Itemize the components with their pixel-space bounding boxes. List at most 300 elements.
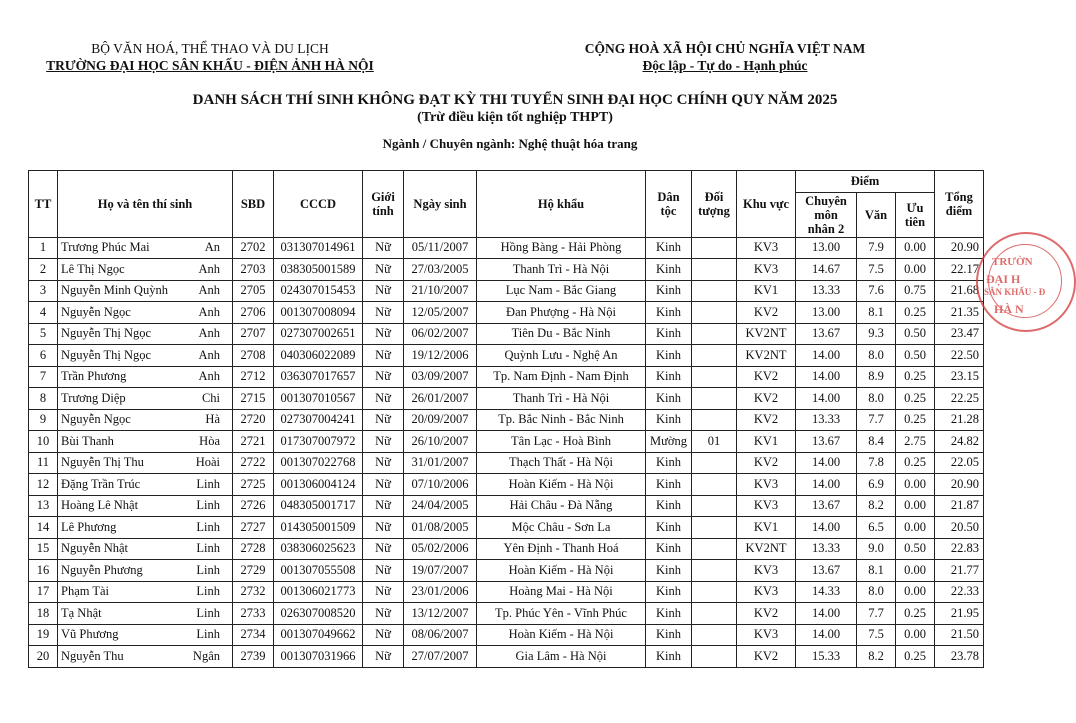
- cell-sbd: 2733: [233, 603, 274, 625]
- cell-priority-group: [692, 323, 737, 345]
- cell-priority-group: [692, 495, 737, 517]
- cell-total: 22.17: [935, 259, 984, 281]
- cell-name: [58, 259, 233, 281]
- cell-name: [58, 452, 233, 474]
- cell-name: [58, 474, 233, 496]
- cell-major-score: 14.00: [796, 517, 857, 539]
- table-row: [29, 259, 984, 281]
- cell-hometown: Thanh Trì - Hà Nội: [477, 259, 646, 281]
- cell-tt: 1: [29, 237, 58, 259]
- candidate-first-name: Ngân: [192, 648, 220, 663]
- cell-ethnic: Kinh: [646, 474, 692, 496]
- cell-ethnic: Kinh: [646, 259, 692, 281]
- cell-sbd: 2712: [233, 366, 274, 388]
- cell-gender: Nữ: [363, 603, 404, 625]
- cell-priority-group: [692, 474, 737, 496]
- cell-sbd: 2725: [233, 474, 274, 496]
- cell-name: [58, 366, 233, 388]
- cell-name: [58, 603, 233, 625]
- table-row: [29, 560, 984, 582]
- cell-bonus: 0.00: [896, 517, 935, 539]
- cell-total: 21.35: [935, 302, 984, 324]
- title-main: DANH SÁCH THÍ SINH KHÔNG ĐẠT KỲ THI TUYỂN SINH ĐẠI HỌC CHÍNH QUY NĂM 2025: [192, 92, 838, 108]
- cell-sbd: 2706: [233, 302, 274, 324]
- table-row: [29, 517, 984, 539]
- candidate-first-name: Linh: [196, 627, 220, 642]
- cell-gender: Nữ: [363, 581, 404, 603]
- candidate-last-middle-name: Lê Thị Ngọc: [61, 261, 125, 276]
- cell-cccd: 001307049662: [274, 624, 363, 646]
- cell-total: 23.47: [935, 323, 984, 345]
- candidate-last-middle-name: Vũ Phương: [61, 627, 119, 642]
- cell-hometown: Tp. Nam Định - Nam Định: [477, 366, 646, 388]
- cell-total: 22.50: [935, 345, 984, 367]
- candidate-first-name: Hoài: [195, 455, 220, 470]
- cell-lit: 6.5: [857, 517, 896, 539]
- cell-priority-group: [692, 388, 737, 410]
- cell-tt: 14: [29, 517, 58, 539]
- cell-gender: Nữ: [363, 517, 404, 539]
- cell-tt: 17: [29, 581, 58, 603]
- cell-priority-group: [692, 517, 737, 539]
- cell-priority-group: [692, 237, 737, 259]
- cell-region: KV2: [737, 302, 796, 324]
- col-name: Họ và tên thí sinh: [58, 171, 233, 238]
- candidate-last-middle-name: Đặng Trần Trúc: [61, 476, 141, 491]
- cell-hometown: Hoàn Kiếm - Hà Nội: [477, 474, 646, 496]
- cell-ethnic: Kinh: [646, 560, 692, 582]
- cell-gender: Nữ: [363, 431, 404, 453]
- cell-hometown: Hoàng Mai - Hà Nội: [477, 581, 646, 603]
- cell-gender: Nữ: [363, 388, 404, 410]
- col-lit: Văn: [857, 192, 896, 237]
- cell-name: [58, 388, 233, 410]
- cell-hometown: Tp. Bắc Ninh - Bắc Ninh: [477, 409, 646, 431]
- cell-dob: 27/07/2007: [404, 646, 477, 668]
- cell-total: 22.05: [935, 452, 984, 474]
- seal-text-4: HÀ N: [994, 302, 1024, 316]
- cell-hometown: Tiên Du - Bắc Ninh: [477, 323, 646, 345]
- cell-priority-group: [692, 452, 737, 474]
- seal-text-2: ĐẠI H: [986, 272, 1021, 286]
- cell-name: [58, 345, 233, 367]
- cell-lit: 8.9: [857, 366, 896, 388]
- candidate-table: [28, 170, 984, 668]
- cell-name: [58, 495, 233, 517]
- cell-cccd: 001307010567: [274, 388, 363, 410]
- cell-dob: 24/04/2005: [404, 495, 477, 517]
- cell-tt: 8: [29, 388, 58, 410]
- cell-bonus: 0.25: [896, 366, 935, 388]
- cell-tt: 2: [29, 259, 58, 281]
- candidate-last-middle-name: Nguyễn Phương: [61, 562, 143, 577]
- table-row: [29, 624, 984, 646]
- candidate-first-name: Chi: [201, 390, 220, 405]
- candidate-last-middle-name: Trương Diệp: [61, 390, 126, 405]
- cell-ethnic: Kinh: [646, 624, 692, 646]
- cell-bonus: 0.25: [896, 603, 935, 625]
- cell-major-score: 14.00: [796, 345, 857, 367]
- cell-dob: 19/12/2006: [404, 345, 477, 367]
- cell-sbd: 2729: [233, 560, 274, 582]
- cell-lit: 8.0: [857, 345, 896, 367]
- cell-region: KV3: [737, 474, 796, 496]
- cell-hometown: Hồng Bàng - Hải Phòng: [477, 237, 646, 259]
- cell-dob: 26/10/2007: [404, 431, 477, 453]
- cell-region: KV3: [737, 259, 796, 281]
- cell-bonus: 0.25: [896, 302, 935, 324]
- cell-ethnic: Kinh: [646, 452, 692, 474]
- candidate-last-middle-name: Bùi Thanh: [61, 433, 114, 448]
- cell-bonus: 0.00: [896, 560, 935, 582]
- cell-gender: Nữ: [363, 409, 404, 431]
- cell-total: 22.83: [935, 538, 984, 560]
- cell-name: [58, 581, 233, 603]
- cell-tt: 12: [29, 474, 58, 496]
- candidate-last-middle-name: Nguyễn Thu: [61, 648, 124, 663]
- cell-ethnic: Kinh: [646, 517, 692, 539]
- col-hometown: Hộ khẩu: [477, 171, 646, 238]
- cell-name: [58, 237, 233, 259]
- cell-dob: 12/05/2007: [404, 302, 477, 324]
- cell-region: KV1: [737, 280, 796, 302]
- cell-gender: Nữ: [363, 646, 404, 668]
- cell-region: KV3: [737, 560, 796, 582]
- cell-name: [58, 323, 233, 345]
- cell-hometown: Tp. Phúc Yên - Vĩnh Phúc: [477, 603, 646, 625]
- cell-priority-group: [692, 259, 737, 281]
- cell-lit: 9.3: [857, 323, 896, 345]
- col-ethnic: Dân tộc: [646, 171, 692, 238]
- cell-hometown: Đan Phượng - Hà Nội: [477, 302, 646, 324]
- cell-tt: 15: [29, 538, 58, 560]
- cell-cccd: 027307002651: [274, 323, 363, 345]
- cell-hometown: Mộc Châu - Sơn La: [477, 517, 646, 539]
- cell-region: KV2NT: [737, 538, 796, 560]
- candidate-last-middle-name: Lê Phương: [61, 519, 117, 534]
- cell-sbd: 2721: [233, 431, 274, 453]
- cell-region: KV3: [737, 581, 796, 603]
- candidate-last-middle-name: Trần Phương: [61, 369, 127, 384]
- ministry-name: BỘ VĂN HOÁ, THỂ THAO VÀ DU LỊCH: [91, 41, 329, 56]
- cell-major-score: 14.33: [796, 581, 857, 603]
- cell-sbd: 2734: [233, 624, 274, 646]
- major-line: Ngành / Chuyên ngành: Nghệ thuật hóa trang: [382, 136, 638, 151]
- cell-tt: 16: [29, 560, 58, 582]
- candidate-first-name: Anh: [198, 347, 220, 362]
- cell-priority-group: [692, 581, 737, 603]
- cell-ethnic: Kinh: [646, 345, 692, 367]
- cell-cccd: 048305001717: [274, 495, 363, 517]
- cell-lit: 7.6: [857, 280, 896, 302]
- cell-priority-group: [692, 603, 737, 625]
- cell-priority-group: [692, 280, 737, 302]
- seal-inner-ring: [988, 244, 1062, 318]
- cell-name: [58, 538, 233, 560]
- candidate-first-name: Hòa: [199, 433, 220, 448]
- cell-region: KV1: [737, 431, 796, 453]
- cell-bonus: 0.50: [896, 323, 935, 345]
- cell-priority-group: [692, 302, 737, 324]
- table-row: [29, 280, 984, 302]
- candidate-first-name: Linh: [196, 541, 220, 556]
- cell-hometown: Thạch Thất - Hà Nội: [477, 452, 646, 474]
- republic-name: CỘNG HOÀ XÃ HỘI CHỦ NGHĨA VIỆT NAM: [584, 41, 866, 56]
- cell-cccd: 001306021773: [274, 581, 363, 603]
- table-row: [29, 495, 984, 517]
- cell-tt: 5: [29, 323, 58, 345]
- cell-cccd: 026307008520: [274, 603, 363, 625]
- cell-name: [58, 646, 233, 668]
- cell-bonus: 0.00: [896, 495, 935, 517]
- candidate-last-middle-name: Hoàng Lê Nhật: [61, 498, 139, 513]
- cell-ethnic: Kinh: [646, 237, 692, 259]
- cell-sbd: 2722: [233, 452, 274, 474]
- cell-name: [58, 280, 233, 302]
- cell-cccd: 031307014961: [274, 237, 363, 259]
- cell-tt: 19: [29, 624, 58, 646]
- cell-cccd: 017307007972: [274, 431, 363, 453]
- cell-region: KV2: [737, 603, 796, 625]
- cell-lit: 9.0: [857, 538, 896, 560]
- cell-name: [58, 624, 233, 646]
- seal-text-3: SÂN KHẤU - Đ: [984, 287, 1046, 297]
- cell-bonus: 0.25: [896, 452, 935, 474]
- cell-region: KV2: [737, 409, 796, 431]
- cell-sbd: 2739: [233, 646, 274, 668]
- cell-major-score: 13.67: [796, 323, 857, 345]
- cell-ethnic: Kinh: [646, 646, 692, 668]
- cell-name: [58, 409, 233, 431]
- cell-tt: 4: [29, 302, 58, 324]
- cell-tt: 7: [29, 366, 58, 388]
- cell-hometown: Hoàn Kiếm - Hà Nội: [477, 624, 646, 646]
- cell-region: KV2: [737, 388, 796, 410]
- cell-name: [58, 431, 233, 453]
- table-row: [29, 538, 984, 560]
- national-header: [560, 40, 890, 74]
- cell-ethnic: Kinh: [646, 495, 692, 517]
- cell-sbd: 2728: [233, 538, 274, 560]
- candidate-last-middle-name: Nguyễn Minh Quỳnh: [61, 283, 168, 298]
- cell-total: 22.25: [935, 388, 984, 410]
- cell-region: KV2: [737, 366, 796, 388]
- candidate-first-name: Anh: [198, 283, 220, 298]
- table-row: [29, 581, 984, 603]
- cell-hometown: Yên Định - Thanh Hoá: [477, 538, 646, 560]
- cell-lit: 7.8: [857, 452, 896, 474]
- candidate-last-middle-name: Nguyễn Nhật: [61, 541, 128, 556]
- cell-lit: 6.9: [857, 474, 896, 496]
- cell-total: 24.82: [935, 431, 984, 453]
- cell-name: [58, 560, 233, 582]
- table-row: [29, 431, 984, 453]
- cell-total: 21.77: [935, 560, 984, 582]
- cell-cccd: 036307017657: [274, 366, 363, 388]
- cell-bonus: 0.00: [896, 259, 935, 281]
- official-seal: [976, 232, 1076, 332]
- candidate-last-middle-name: Nguyễn Thị Thu: [61, 455, 144, 470]
- cell-gender: Nữ: [363, 495, 404, 517]
- cell-lit: 8.2: [857, 646, 896, 668]
- cell-region: KV2NT: [737, 323, 796, 345]
- cell-gender: Nữ: [363, 538, 404, 560]
- cell-tt: 10: [29, 431, 58, 453]
- cell-lit: 7.5: [857, 624, 896, 646]
- candidate-first-name: An: [204, 240, 220, 255]
- col-cccd: CCCD: [274, 171, 363, 238]
- cell-gender: Nữ: [363, 366, 404, 388]
- table-row: [29, 646, 984, 668]
- col-bonus: Ưu tiên: [896, 192, 935, 237]
- header-row: [29, 171, 984, 193]
- document-title: [100, 91, 930, 127]
- cell-dob: 31/01/2007: [404, 452, 477, 474]
- cell-region: KV3: [737, 237, 796, 259]
- cell-priority-group: [692, 560, 737, 582]
- cell-lit: 8.1: [857, 560, 896, 582]
- table-body: [29, 237, 984, 667]
- table-row: [29, 302, 984, 324]
- candidate-last-middle-name: Nguyễn Ngọc: [61, 304, 131, 319]
- cell-total: 21.50: [935, 624, 984, 646]
- cell-total: 23.78: [935, 646, 984, 668]
- cell-dob: 03/09/2007: [404, 366, 477, 388]
- cell-major-score: 15.33: [796, 646, 857, 668]
- col-gender: Giới tính: [363, 171, 404, 238]
- cell-total: 20.90: [935, 237, 984, 259]
- table-row: [29, 452, 984, 474]
- cell-sbd: 2705: [233, 280, 274, 302]
- cell-gender: Nữ: [363, 259, 404, 281]
- table-row: [29, 237, 984, 259]
- cell-gender: Nữ: [363, 323, 404, 345]
- candidate-first-name: Linh: [196, 584, 220, 599]
- table-row: [29, 345, 984, 367]
- cell-major-score: 13.67: [796, 431, 857, 453]
- candidate-first-name: Hà: [205, 412, 220, 427]
- cell-dob: 08/06/2007: [404, 624, 477, 646]
- cell-priority-group: [692, 538, 737, 560]
- school-name: TRƯỜNG ĐẠI HỌC SÂN KHẤU - ĐIỆN ẢNH HÀ NỘI: [46, 58, 374, 73]
- cell-bonus: 0.00: [896, 624, 935, 646]
- col-tt: TT: [29, 171, 58, 238]
- cell-major-score: 13.00: [796, 302, 857, 324]
- cell-major-score: 14.00: [796, 366, 857, 388]
- cell-lit: 7.7: [857, 409, 896, 431]
- cell-total: 21.68: [935, 280, 984, 302]
- cell-cccd: 001306004124: [274, 474, 363, 496]
- cell-lit: 8.4: [857, 431, 896, 453]
- cell-ethnic: Kinh: [646, 538, 692, 560]
- cell-major-score: 14.00: [796, 474, 857, 496]
- cell-bonus: 0.50: [896, 538, 935, 560]
- cell-total: 23.15: [935, 366, 984, 388]
- cell-ethnic: Kinh: [646, 323, 692, 345]
- cell-major-score: 13.33: [796, 280, 857, 302]
- cell-cccd: 014305001509: [274, 517, 363, 539]
- table-row: [29, 474, 984, 496]
- cell-dob: 23/01/2006: [404, 581, 477, 603]
- cell-cccd: 027307004241: [274, 409, 363, 431]
- candidate-last-middle-name: Phạm Tài: [61, 584, 110, 599]
- cell-region: KV2: [737, 646, 796, 668]
- cell-bonus: 0.00: [896, 581, 935, 603]
- cell-cccd: 001307031966: [274, 646, 363, 668]
- cell-bonus: 0.25: [896, 646, 935, 668]
- cell-bonus: 0.50: [896, 345, 935, 367]
- cell-lit: 7.5: [857, 259, 896, 281]
- table-row: [29, 603, 984, 625]
- cell-total: 21.95: [935, 603, 984, 625]
- cell-dob: 20/09/2007: [404, 409, 477, 431]
- cell-lit: 8.1: [857, 302, 896, 324]
- cell-hometown: Tân Lạc - Hoà Bình: [477, 431, 646, 453]
- cell-hometown: Thanh Trì - Hà Nội: [477, 388, 646, 410]
- cell-major-score: 13.67: [796, 560, 857, 582]
- cell-major-score: 13.33: [796, 409, 857, 431]
- seal-text-1: TRƯỜN: [992, 256, 1033, 268]
- cell-cccd: 001307055508: [274, 560, 363, 582]
- cell-total: 20.50: [935, 517, 984, 539]
- cell-cccd: 038305001589: [274, 259, 363, 281]
- cell-dob: 05/11/2007: [404, 237, 477, 259]
- cell-ethnic: Kinh: [646, 409, 692, 431]
- cell-major-score: 14.67: [796, 259, 857, 281]
- cell-dob: 06/02/2007: [404, 323, 477, 345]
- cell-ethnic: Kinh: [646, 280, 692, 302]
- cell-region: KV2NT: [737, 345, 796, 367]
- cell-lit: 8.0: [857, 581, 896, 603]
- candidate-first-name: Anh: [198, 369, 220, 384]
- cell-gender: Nữ: [363, 237, 404, 259]
- cell-sbd: 2703: [233, 259, 274, 281]
- cell-gender: Nữ: [363, 560, 404, 582]
- cell-lit: 8.2: [857, 495, 896, 517]
- col-priority-group: Đối tượng: [692, 171, 737, 238]
- cell-gender: Nữ: [363, 345, 404, 367]
- cell-dob: 26/01/2007: [404, 388, 477, 410]
- cell-dob: 27/03/2005: [404, 259, 477, 281]
- cell-sbd: 2720: [233, 409, 274, 431]
- cell-sbd: 2702: [233, 237, 274, 259]
- col-major-score: Chuyên môn nhân 2: [796, 192, 857, 237]
- candidate-first-name: Linh: [196, 519, 220, 534]
- cell-gender: Nữ: [363, 302, 404, 324]
- cell-gender: Nữ: [363, 624, 404, 646]
- cell-cccd: 024307015453: [274, 280, 363, 302]
- cell-major-score: 14.00: [796, 603, 857, 625]
- cell-priority-group: [692, 624, 737, 646]
- col-dob: Ngày sinh: [404, 171, 477, 238]
- candidate-last-middle-name: Trương Phúc Mai: [61, 240, 150, 255]
- cell-cccd: 001307008094: [274, 302, 363, 324]
- cell-ethnic: Kinh: [646, 388, 692, 410]
- cell-tt: 9: [29, 409, 58, 431]
- cell-sbd: 2726: [233, 495, 274, 517]
- cell-tt: 3: [29, 280, 58, 302]
- cell-bonus: 0.25: [896, 388, 935, 410]
- cell-total: 21.28: [935, 409, 984, 431]
- cell-dob: 13/12/2007: [404, 603, 477, 625]
- cell-total: 21.87: [935, 495, 984, 517]
- table-row: [29, 366, 984, 388]
- col-total: Tổng điểm: [935, 171, 984, 238]
- cell-ethnic: Kinh: [646, 603, 692, 625]
- cell-bonus: 0.25: [896, 409, 935, 431]
- cell-tt: 18: [29, 603, 58, 625]
- national-motto: Độc lập - Tự do - Hạnh phúc: [642, 58, 808, 73]
